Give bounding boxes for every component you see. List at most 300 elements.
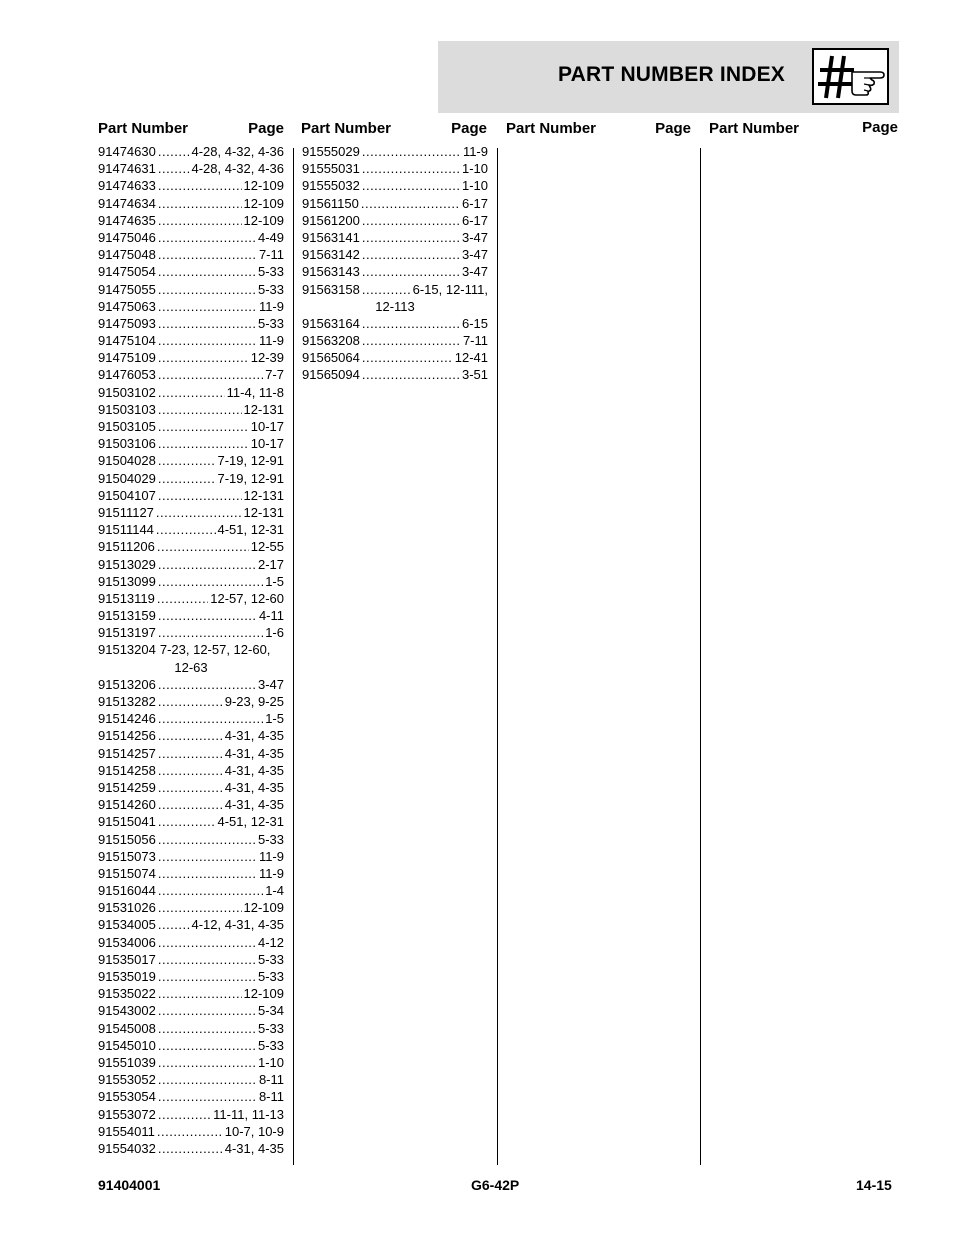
part-number: 91535022 (98, 986, 156, 1002)
index-entry-line (98, 246, 284, 263)
page-reference: 4-11 (258, 608, 284, 624)
index-entry-line (98, 366, 284, 383)
dot-leader (362, 315, 460, 332)
index-entry (302, 281, 488, 315)
index-entry (302, 349, 488, 366)
index-entry (98, 195, 284, 212)
index-entry (302, 332, 488, 349)
part-number: 91475054 (98, 264, 156, 280)
index-entry-line (98, 487, 284, 504)
part-index-column-2 (302, 143, 488, 384)
dot-leader (158, 315, 256, 332)
page-reference: 10-7, 10-9 (224, 1123, 284, 1139)
index-entry (302, 229, 488, 246)
index-entry (302, 177, 488, 194)
index-entry-line (98, 745, 284, 762)
dot-leader (158, 1071, 257, 1088)
index-entry (98, 745, 284, 762)
page-reference: 4-28, 4-32, 4-36 (191, 161, 284, 177)
part-number: 91513159 (98, 608, 156, 624)
page-reference: 11-11, 11-13 (213, 1106, 284, 1122)
part-number: 91511144 (98, 522, 154, 538)
index-entry-line (98, 401, 284, 418)
index-entry-line (98, 916, 284, 933)
page-reference: 6-15, 12-111, (412, 281, 488, 297)
part-number: 91515073 (98, 848, 156, 864)
index-entry-line (98, 1123, 284, 1140)
dot-leader (158, 263, 256, 280)
dot-leader (158, 865, 257, 882)
index-entry (98, 865, 284, 882)
page-reference: 12-41 (454, 350, 488, 366)
part-number: 91515041 (98, 814, 156, 830)
dot-leader (362, 281, 411, 298)
page-reference: 5-34 (257, 1003, 284, 1019)
index-entry (98, 384, 284, 401)
page-reference: 5-33 (257, 831, 284, 847)
index-entry-line (98, 212, 284, 229)
page-reference: 1-10 (461, 178, 488, 194)
index-entry-line (98, 229, 284, 246)
dot-leader (362, 332, 461, 349)
dot-leader (362, 143, 461, 160)
page-reference: 2-17 (257, 556, 284, 572)
index-entry (98, 1140, 284, 1157)
dot-leader (158, 384, 225, 401)
page-reference: 12-109 (243, 212, 284, 228)
index-entry-line (98, 418, 284, 435)
page-reference: 11-4, 11-8 (226, 384, 284, 400)
page-heading: Page (451, 120, 487, 137)
dot-leader (158, 452, 216, 469)
part-number: 91513204 (98, 642, 156, 658)
index-entry-line (98, 762, 284, 779)
index-entry (302, 143, 488, 160)
dot-leader (158, 848, 257, 865)
dot-leader (158, 985, 242, 1002)
index-entry-line (98, 1037, 284, 1054)
index-entry-line (302, 246, 488, 263)
index-entry-line (98, 1140, 284, 1157)
part-number: 91514259 (98, 779, 156, 795)
part-number: 91551039 (98, 1054, 156, 1070)
dot-leader (158, 1106, 211, 1123)
index-entry-line (98, 607, 284, 624)
dot-leader (158, 143, 190, 160)
page-reference: 5-33 (257, 315, 284, 331)
dot-leader (158, 332, 257, 349)
part-number: 91563208 (302, 333, 360, 349)
dot-leader (158, 366, 263, 383)
page-reference: 10-17 (250, 436, 284, 452)
part-number: 91475048 (98, 247, 156, 263)
dot-leader (158, 813, 216, 830)
index-entry-line (98, 1106, 284, 1123)
page-reference: 5-33 (257, 264, 284, 280)
index-entry (98, 538, 284, 555)
index-entry (98, 1071, 284, 1088)
page-reference: 4-28, 4-32, 4-36 (191, 144, 284, 159)
index-entry-line (98, 590, 284, 607)
dot-leader (158, 934, 256, 951)
page-reference-continued: 12-113 (375, 298, 415, 314)
index-entry-line (98, 263, 284, 280)
dot-leader (158, 779, 223, 796)
part-number: 91543002 (98, 1003, 156, 1019)
index-entry (98, 710, 284, 727)
page-reference: 5-33 (257, 969, 284, 984)
column-divider (700, 148, 701, 1165)
part-number: 91553054 (98, 1089, 156, 1105)
part-number: 91476053 (98, 367, 156, 383)
dot-leader (158, 710, 263, 727)
part-number: 91534006 (98, 934, 156, 950)
page-reference: 1-6 (265, 625, 284, 641)
part-number: 91563142 (302, 247, 360, 263)
page-reference: 12-131 (243, 401, 284, 417)
page-reference: 12-109 (243, 195, 284, 211)
dot-leader (158, 1140, 223, 1157)
part-number: 91553052 (98, 1072, 156, 1088)
index-entry-line (98, 848, 284, 865)
index-entry-line (302, 315, 488, 332)
dot-leader (158, 1002, 256, 1019)
page-reference: 3-47 (461, 264, 488, 280)
index-entry-line (98, 624, 284, 641)
dot-leader (362, 263, 460, 280)
index-entry-line (302, 263, 488, 280)
dot-leader (158, 727, 223, 744)
index-entry-line (302, 366, 488, 383)
index-entry-line (98, 298, 284, 315)
page-reference: 4-51, 12-31 (217, 814, 284, 830)
index-entry-line (98, 796, 284, 813)
part-number: 91503106 (98, 436, 156, 452)
page-reference: 1-5 (265, 573, 284, 589)
page-reference: 6-17 (461, 195, 488, 211)
page-reference: 6-17 (461, 212, 488, 228)
part-number: 91474633 (98, 178, 156, 194)
page-reference-continued: 12-63 (174, 659, 208, 675)
index-entry-line (98, 831, 284, 848)
page-reference: 3-47 (461, 247, 488, 263)
index-entry (98, 1037, 284, 1054)
index-entry (98, 624, 284, 641)
index-entry-line (98, 160, 284, 177)
page-reference: 8-11 (258, 1072, 284, 1088)
part-number: 91555031 (302, 161, 360, 177)
dot-leader (158, 882, 263, 899)
part-number: 91561150 (302, 195, 359, 211)
dot-leader (158, 229, 256, 246)
part-number-heading: Part Number (98, 120, 189, 137)
page-reference: 4-31, 4-35 (224, 762, 284, 778)
index-entry-line (98, 865, 284, 882)
index-entry-line (98, 779, 284, 796)
dot-leader (158, 607, 257, 624)
dot-leader (157, 1123, 223, 1140)
index-entry (98, 916, 284, 933)
index-entry-line (98, 556, 284, 573)
page-reference: 5-33 (257, 281, 284, 297)
index-entry-line (98, 470, 284, 487)
index-entry (98, 1088, 284, 1105)
index-entry (98, 349, 284, 366)
page-reference: 4-12, 4-31, 4-35 (191, 917, 284, 933)
dot-leader (158, 470, 216, 487)
page-reference: 4-12 (257, 934, 284, 950)
index-entry (302, 263, 488, 280)
part-number: 91503103 (98, 401, 156, 417)
part-number: 91565064 (302, 350, 360, 366)
index-entry-line (302, 281, 488, 298)
page-reference: 7-23, 12-57, 12-60, (159, 642, 271, 658)
index-entry-line (98, 710, 284, 727)
index-entry (98, 160, 284, 177)
dot-leader (158, 831, 256, 848)
page-reference: 12-131 (243, 504, 284, 520)
dot-leader (156, 521, 216, 538)
dot-leader (362, 212, 460, 229)
index-entry-line (98, 985, 284, 1002)
dot-leader (158, 418, 249, 435)
dot-leader (158, 1054, 256, 1071)
dot-leader (158, 401, 242, 418)
part-number: 91515074 (98, 865, 156, 881)
hash-pointing-hand-icon (812, 48, 889, 105)
index-entry-line (302, 332, 488, 349)
index-entry-line (98, 452, 284, 469)
dot-leader (158, 212, 242, 229)
index-entry-line (98, 1054, 284, 1071)
page-reference: 1-4 (265, 883, 284, 899)
part-number: 91513197 (98, 625, 156, 641)
index-entry-line (98, 1071, 284, 1088)
page-reference: 1-10 (257, 1054, 284, 1070)
part-number: 91531026 (98, 900, 156, 916)
part-number: 91514260 (98, 797, 156, 813)
part-number: 91475046 (98, 229, 156, 245)
page-reference: 3-51 (461, 367, 488, 383)
dot-leader (158, 281, 256, 298)
footer-page-number: 14-15 (856, 1177, 892, 1193)
index-entry (302, 366, 488, 383)
index-entry (98, 246, 284, 263)
footer-model: G6-42P (471, 1177, 520, 1193)
page-reference: 12-109 (243, 986, 284, 1002)
page-reference: 4-31, 4-35 (224, 1140, 284, 1156)
page-reference: 4-31, 4-35 (224, 779, 284, 795)
column-divider (497, 148, 498, 1165)
index-entry-line (98, 641, 284, 658)
page-reference: 12-39 (250, 350, 284, 366)
index-entry (98, 315, 284, 332)
page-reference: 11-9 (258, 865, 284, 881)
index-entry-line (302, 195, 488, 212)
index-entry (98, 418, 284, 435)
dot-leader (158, 177, 242, 194)
page-reference: 12-131 (243, 487, 284, 503)
part-index-column-1 (98, 143, 284, 1157)
index-entry (98, 899, 284, 916)
index-entry (302, 212, 488, 229)
index-entry-line (98, 195, 284, 212)
column-divider (293, 148, 294, 1165)
page-reference: 5-33 (257, 1020, 284, 1036)
index-entry-line (98, 504, 284, 521)
index-entry (98, 1054, 284, 1071)
index-entry-line (98, 435, 284, 452)
index-entry (98, 229, 284, 246)
index-entry-line (302, 229, 488, 246)
index-entry-line (98, 384, 284, 401)
page-reference: 12-55 (250, 539, 284, 555)
index-entry (98, 281, 284, 298)
dot-leader (158, 676, 256, 693)
part-number: 91474631 (98, 161, 156, 177)
index-entry (98, 332, 284, 349)
dot-leader (158, 487, 242, 504)
dot-leader (157, 590, 208, 607)
page-heading: Page (655, 120, 691, 137)
index-entry (98, 882, 284, 899)
dot-leader (158, 556, 256, 573)
index-entry (302, 160, 488, 177)
page-reference: 12-57, 12-60 (210, 590, 284, 606)
dot-leader (158, 573, 263, 590)
page-reference: 3-47 (461, 229, 488, 245)
dot-leader (362, 366, 460, 383)
index-entry-line (302, 160, 488, 177)
part-number-heading: Part Number (301, 120, 392, 137)
page-reference: 8-11 (258, 1089, 284, 1105)
index-entry (98, 831, 284, 848)
part-number: 91503105 (98, 419, 156, 434)
index-entry (98, 143, 284, 160)
index-entry (98, 968, 284, 985)
index-entry-line (98, 538, 284, 555)
dot-leader (158, 693, 223, 710)
part-number: 91511206 (98, 539, 155, 555)
page-reference: 5-33 (257, 1037, 284, 1053)
dot-leader (158, 899, 242, 916)
index-entry (98, 1020, 284, 1037)
part-number: 91561200 (302, 212, 360, 228)
index-entry (98, 676, 284, 693)
part-number: 91545008 (98, 1020, 156, 1036)
part-number: 91503102 (98, 384, 156, 400)
index-entry (302, 195, 488, 212)
page-reference: 3-47 (257, 676, 284, 692)
part-number: 91534005 (98, 917, 156, 933)
page-reference: 12-109 (243, 178, 284, 194)
page-reference: 4-49 (257, 229, 284, 245)
index-entry-line (98, 934, 284, 951)
part-number: 91554011 (98, 1123, 155, 1139)
index-entry-line (98, 968, 284, 985)
part-number: 91565094 (302, 367, 360, 383)
dot-leader (158, 1037, 256, 1054)
part-number: 91555032 (302, 178, 360, 194)
part-number: 91563158 (302, 281, 360, 297)
index-entry (98, 556, 284, 573)
index-entry (98, 1123, 284, 1140)
dot-leader (157, 538, 249, 555)
dot-leader (158, 624, 263, 641)
dot-leader (158, 195, 242, 212)
part-number: 91474630 (98, 144, 156, 159)
index-entry (98, 796, 284, 813)
index-entry-line (98, 1088, 284, 1105)
dot-leader (158, 160, 190, 177)
dot-leader (362, 246, 460, 263)
dot-leader (361, 195, 460, 212)
index-entry (98, 177, 284, 194)
index-entry (98, 487, 284, 504)
part-number: 91504028 (98, 453, 156, 469)
part-number: 91516044 (98, 883, 156, 899)
index-entry-line (98, 349, 284, 366)
dot-leader (158, 246, 257, 263)
dot-leader (158, 762, 223, 779)
index-entry (98, 762, 284, 779)
index-entry (98, 693, 284, 710)
page-reference: 7-11 (258, 247, 284, 263)
page-reference: 7-19, 12-91 (217, 453, 284, 469)
index-entry-line (98, 573, 284, 590)
index-entry-line (98, 143, 284, 160)
index-entry-line (98, 315, 284, 332)
index-entry-line (98, 521, 284, 538)
part-number: 91475093 (98, 315, 156, 331)
page-reference: 11-9 (462, 144, 488, 159)
dot-leader (158, 951, 256, 968)
index-entry-line (98, 676, 284, 693)
page-reference: 7-19, 12-91 (217, 470, 284, 486)
index-entry (98, 1002, 284, 1019)
index-entry-line (98, 332, 284, 349)
index-entry-line (302, 143, 488, 160)
index-entry (98, 452, 284, 469)
index-entry (98, 985, 284, 1002)
index-entry (98, 401, 284, 418)
part-number: 91513282 (98, 694, 156, 709)
dot-leader (362, 349, 453, 366)
page-reference: 4-31, 4-35 (224, 745, 284, 761)
page-reference: 1-5 (265, 711, 284, 727)
index-entry (98, 470, 284, 487)
dot-leader (362, 160, 460, 177)
index-entry (98, 590, 284, 607)
page-reference: 11-9 (258, 333, 284, 349)
dot-leader (158, 796, 223, 813)
part-number: 91511127 (98, 504, 154, 520)
index-entry-line (98, 727, 284, 744)
index-entry-line (98, 882, 284, 899)
page-heading: Page (862, 119, 898, 136)
page-reference: 7-7 (265, 367, 284, 383)
page-reference: 6-15 (461, 315, 488, 331)
page-reference: 10-17 (250, 419, 284, 434)
part-number: 91514256 (98, 728, 156, 744)
dot-leader (156, 504, 242, 521)
part-number: 91474634 (98, 195, 156, 211)
page-reference: 5-33 (257, 951, 284, 967)
index-entry (302, 246, 488, 263)
page-reference: 1-10 (461, 161, 488, 177)
page-reference: 9-23, 9-25 (224, 694, 284, 709)
index-entry-line (98, 1002, 284, 1019)
